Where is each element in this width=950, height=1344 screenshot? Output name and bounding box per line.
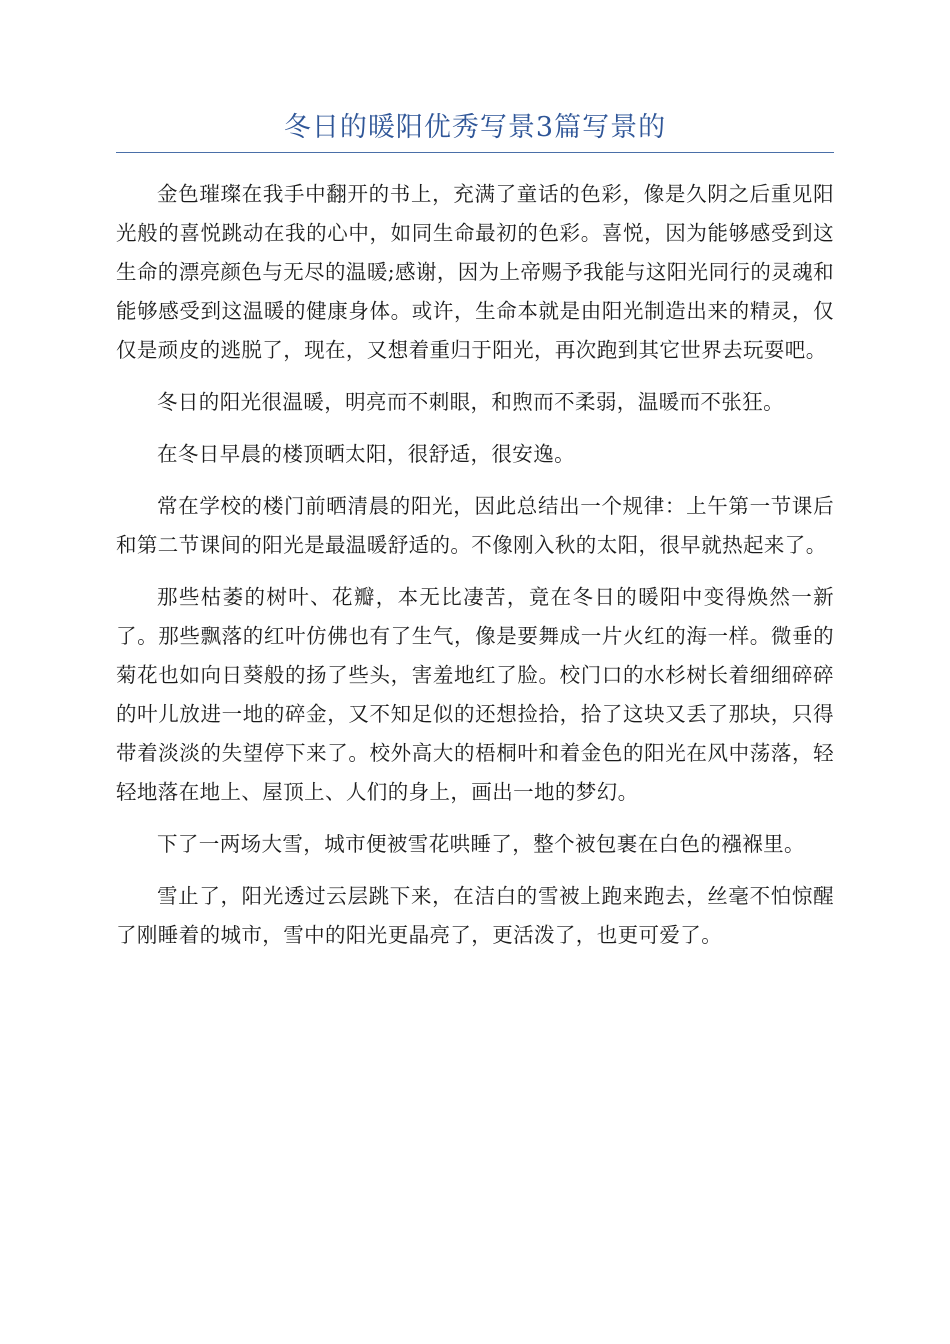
paragraph-3: 在冬日早晨的楼顶晒太阳，很舒适，很安逸。 bbox=[157, 442, 575, 466]
paragraph-7: 雪止了，阳光透过云层跳下来，在洁白的雪被上跑来跑去，丝毫不怕惊醒了刚睡着的城市，雪中的阳光更晶亮了，更活泼了，也更可爱了。 bbox=[116, 884, 834, 947]
paragraph-6: 下了一两场大雪，城市便被雪花哄睡了，整个被包裹在白色的襁褓里。 bbox=[157, 832, 805, 856]
paragraph-5: 那些枯萎的树叶、花瓣，本无比凄苦，竟在冬日的暖阳中变得焕然一新了。那些飘落的红叶仿佛也有了生气，像是要舞成一片火红的海一样。微垂的菊花也如向日葵般的扬了些头，害羞地红了脸。校门口的水杉树长着细细碎碎的叶儿放进一地的碎金，又不知足似的还想捡拾，拾了这块又丢了那块，只得带着淡淡的失望停下来了。校外高大的梧桐叶和着金色的阳光在风中荡落，轻轻地落在地上、屋顶上、人们的身上，画出一地的梦幻。 bbox=[116, 585, 834, 804]
document-page bbox=[116, 108, 834, 968]
document-title: 冬日的暖阳优秀写景3篇写景的 bbox=[283, 112, 667, 143]
paragraph-4: 常在学校的楼门前晒清晨的阳光，因此总结出一个规律：上午第一节课后和第二节课间的阳光是最温暖舒适的。不像刚入秋的太阳，很早就热起来了。 bbox=[116, 494, 834, 557]
title-underline bbox=[116, 152, 834, 153]
paragraph-2: 冬日的阳光很温暖，明亮而不刺眼，和煦而不柔弱，温暖而不张狂。 bbox=[157, 390, 784, 414]
paragraph-1: 金色璀璨在我手中翻开的书上，充满了童话的色彩，像是久阴之后重见阳光般的喜悦跳动在我的心中，如同生命最初的色彩。喜悦，因为能够感受到这生命的漂亮颜色与无尽的温暖;感谢，因为上帝赐予我能与这阳光同行的灵魂和能够感受到这温暖的健康身体。或许，生命本就是由阳光制造出来的精灵，仅仅是顽皮的逃脱了，现在，又想着重归于阳光，再次跑到其它世界去玩耍吧。 bbox=[116, 182, 834, 362]
